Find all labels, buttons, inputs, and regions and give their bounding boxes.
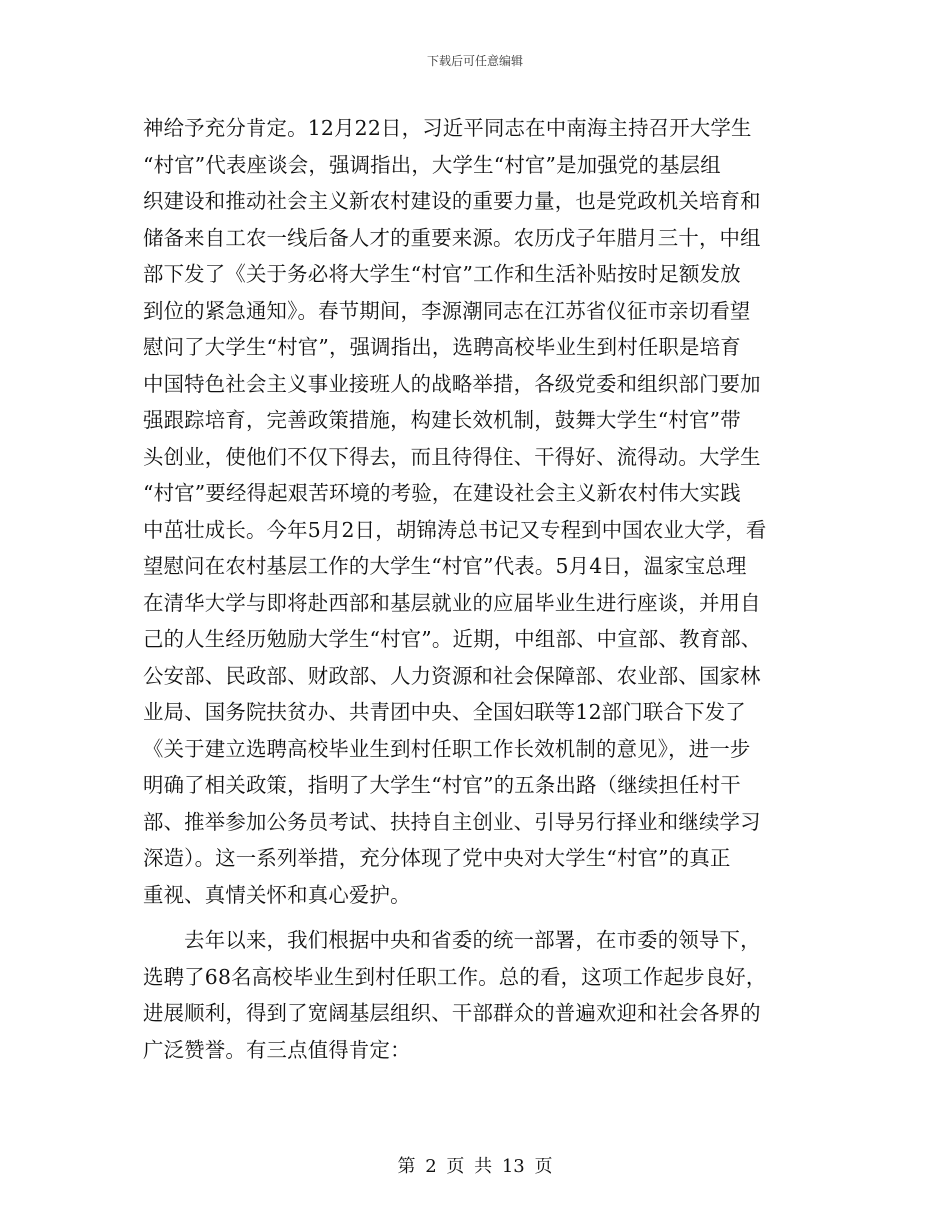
text-line: 中茁壮成长。今年5月2日，胡锦涛总书记又专程到中国农业大学，看 [143, 517, 767, 542]
paragraph-2 [143, 922, 809, 1068]
text-line: 神给予充分肯定。12月22日，习近平同志在中南海主持召开大学生 [143, 116, 752, 140]
paragraph-1 [143, 110, 809, 913]
text-line: 储备来自工农一线后备人才的重要来源。农历戊子年腊月三十，中组 [143, 225, 761, 250]
text-line: 选聘了68名高校毕业生到村任职工作。总的看，这项工作起步良好， [143, 964, 767, 989]
text-line: 在清华大学与即将赴西部和基层就业的应届毕业生进行座谈，并用自 [143, 590, 761, 615]
text-line: 到位的紧急通知》。春节期间，李源潮同志在江苏省仪征市亲切看望 [143, 298, 751, 323]
page-header: 下载后可任意编辑 [426, 54, 523, 68]
text-line: 去年以来，我们根据中央和省委的统一部署，在市委的领导下， [143, 928, 761, 952]
document-body [143, 110, 809, 1068]
text-line: 广泛赞誉。有三点值得肯定： [143, 1037, 411, 1062]
text-line: 深造）。这一系列举措，充分体现了党中央对大学生“村官”的真正 [143, 846, 731, 870]
text-line: “村官”要经得起艰苦环境的考验，在建设社会主义新农村伟大实践 [143, 481, 741, 505]
text-line: 织建设和推动社会主义新农村建设的重要力量，也是党政机关培育和 [143, 189, 761, 213]
text-line: 《关于建立选聘高校毕业生到村任职工作长效机制的意见》，进一步 [143, 736, 751, 761]
text-line: 慰问了大学生“村官”，强调指出，选聘高校毕业生到村任职是培育 [143, 335, 741, 359]
text-line: 己的人生经历勉励大学生“村官”。近期，中组部、中宣部、教育部、 [143, 627, 762, 651]
text-line: 进展顺利，得到了宽阔基层组织、干部群众的普遍欢迎和社会各界的 [143, 1001, 761, 1025]
text-line: 公安部、民政部、财政部、人力资源和社会保障部、农业部、国家林 [143, 663, 761, 688]
paragraph-gap [143, 913, 809, 922]
text-line: 业局、国务院扶贫办、共青团中央、全国妇联等12部门联合下发了 [143, 700, 746, 724]
text-line: 望慰问在农村基层工作的大学生“村官”代表。5月4日，温家宝总理 [143, 554, 747, 578]
text-line: 中国特色社会主义事业接班人的战略举措，各级党委和组织部门要加 [143, 371, 761, 396]
text-line: 部、推举参加公务员考试、扶持自主创业、引导另行择业和继续学习 [143, 809, 761, 834]
text-line: 头创业，使他们不仅下得去，而且待得住、干得好、流得动。大学生 [143, 444, 761, 469]
page-footer: 第 2 页 共 13 页 [397, 1156, 553, 1177]
text-line: 部下发了《关于务必将大学生“村官”工作和生活补贴按时足额发放 [143, 262, 741, 286]
text-line: “村官”代表座谈会，强调指出，大学生“村官”是加强党的基层组 [143, 152, 721, 177]
text-line: 强跟踪培育，完善政策措施，构建长效机制，鼓舞大学生“村官”带 [143, 408, 741, 432]
text-line: 重视、真情关怀和真心爱护。 [143, 882, 411, 907]
text-line: 明确了相关政策，指明了大学生“村官”的五条出路（继续担任村干 [143, 773, 741, 797]
